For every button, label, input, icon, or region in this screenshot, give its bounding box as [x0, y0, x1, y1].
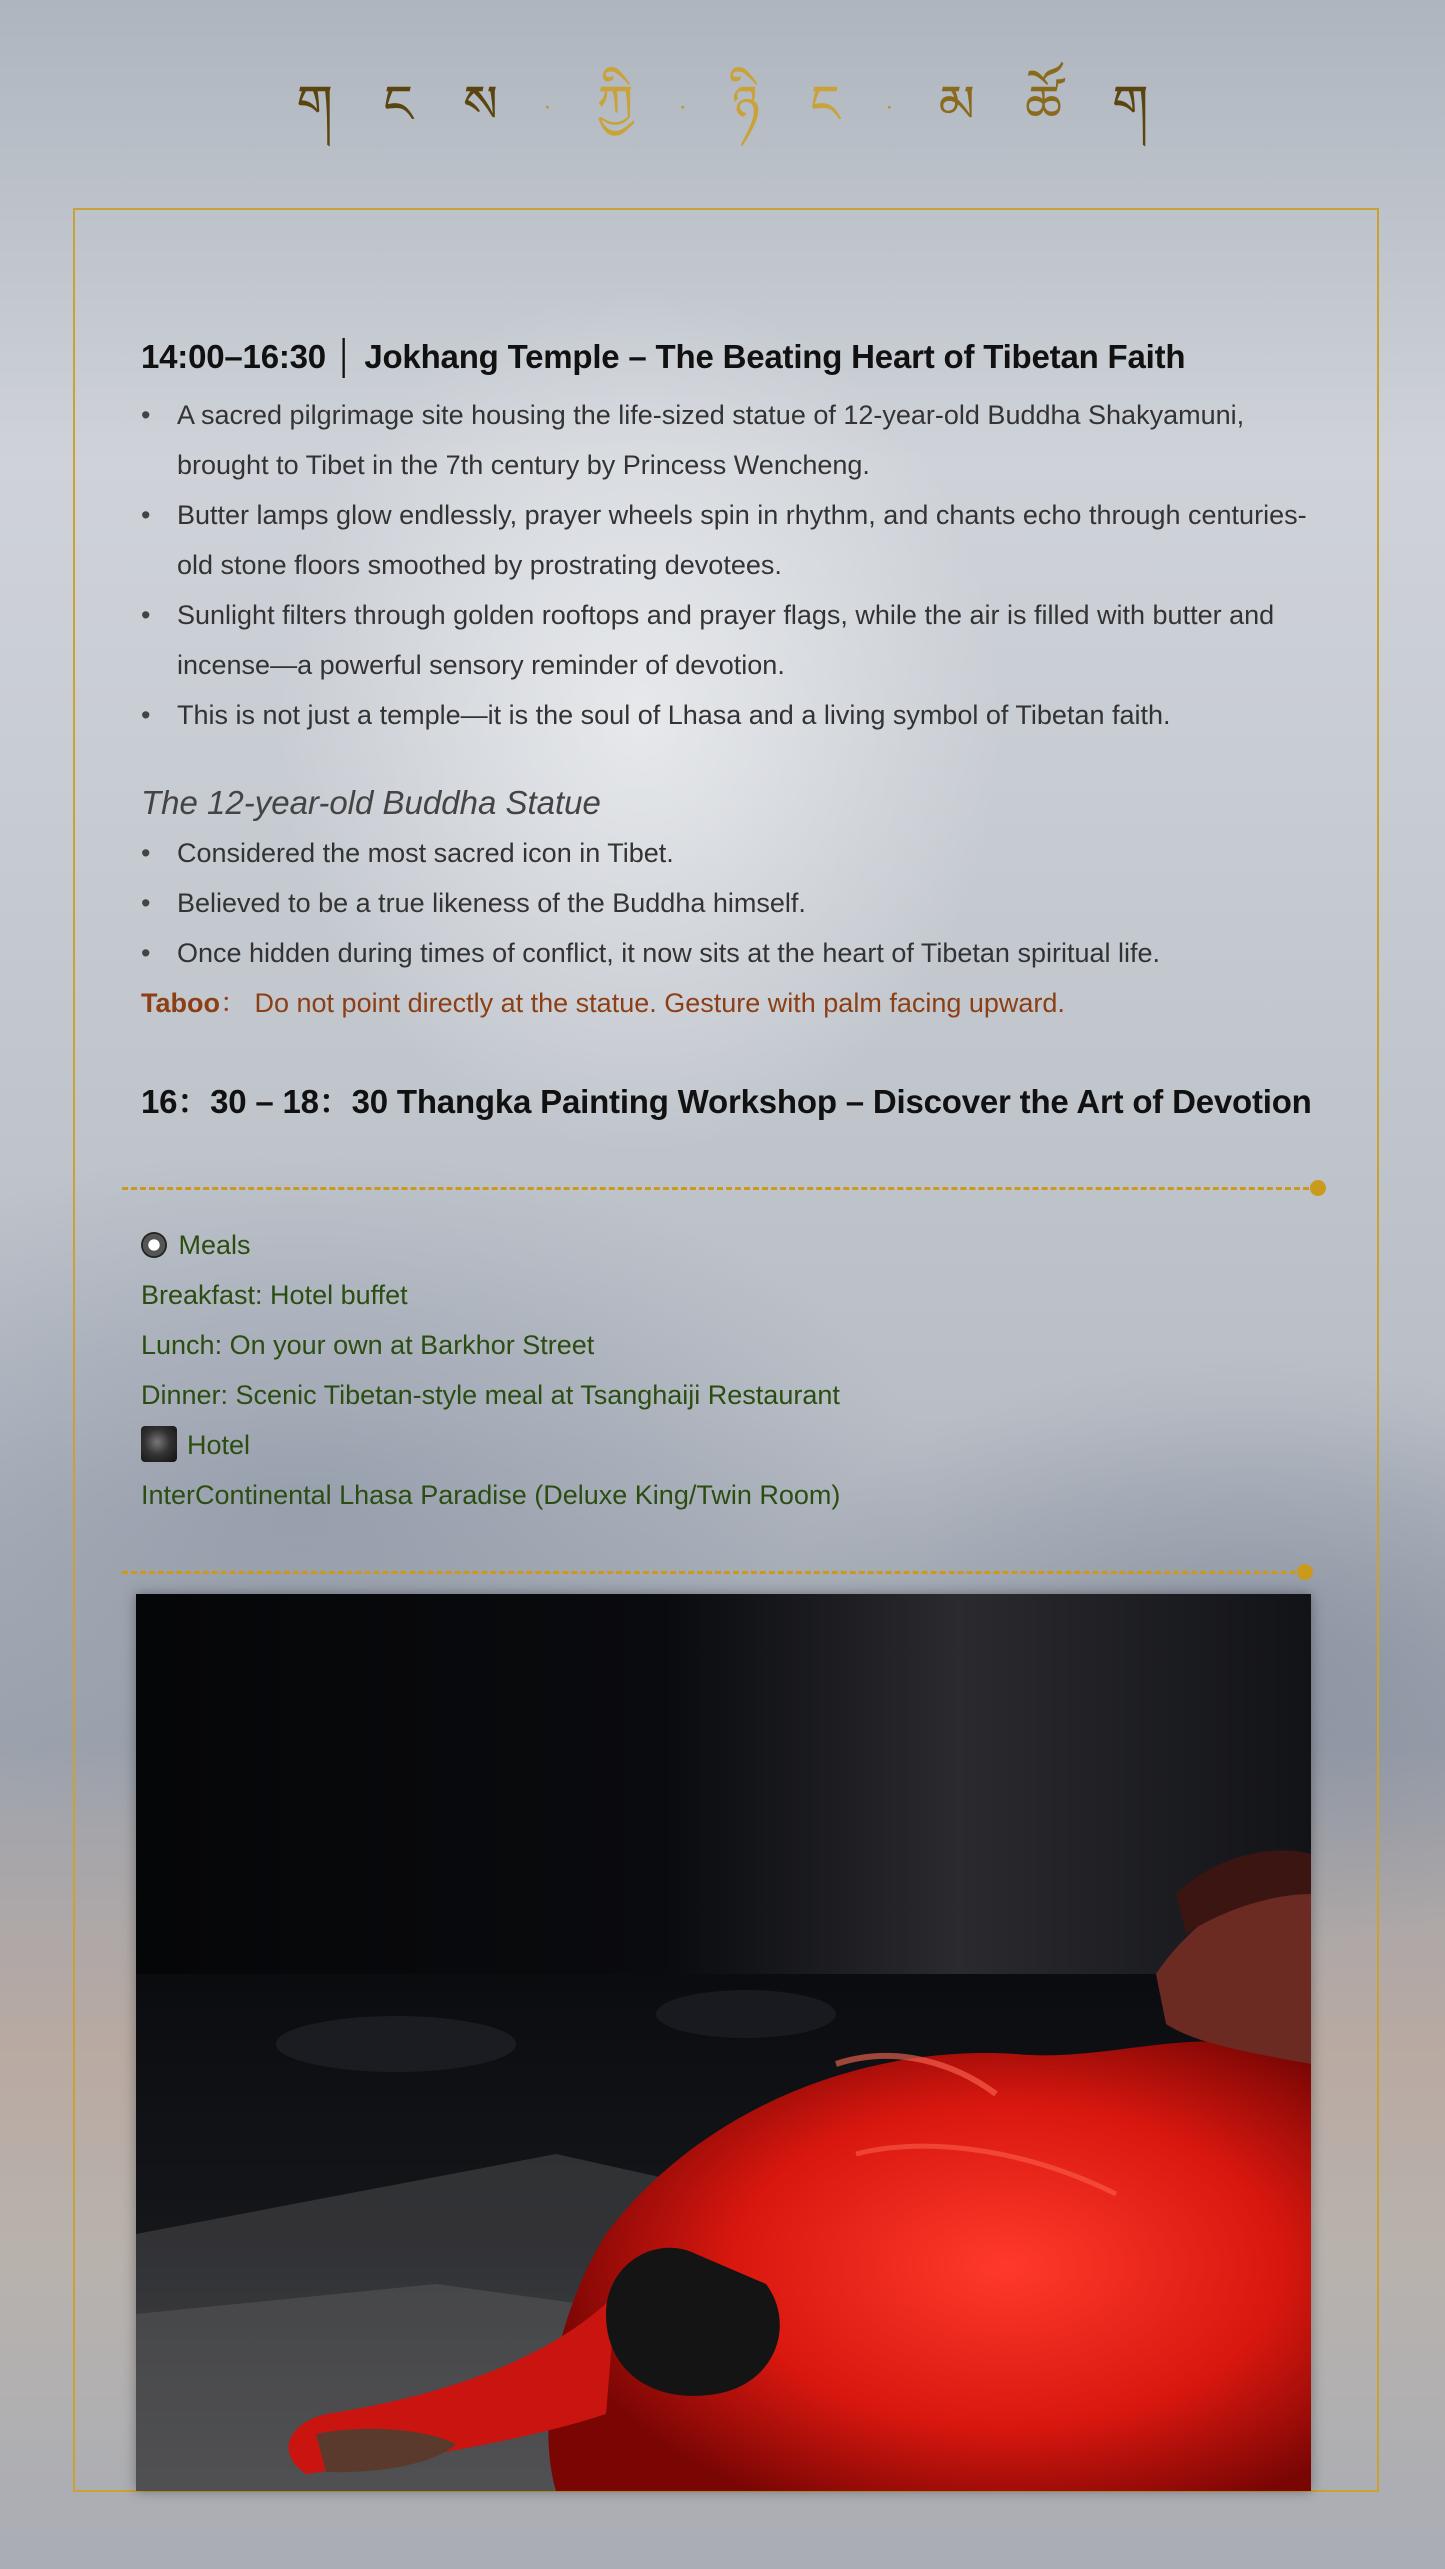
- tibetan-char: ག: [1112, 75, 1149, 135]
- list-item: • Sunlight filters through golden rooftops and prayer flags, while the air is filled with butter and incense—a powerful sensory reminder of devotion.: [141, 590, 1341, 690]
- tibetan-char: ང: [383, 75, 414, 135]
- tibetan-char: ་: [680, 102, 685, 127]
- tibetan-char: ཚོ: [1024, 75, 1062, 135]
- divider-dot: [1310, 1180, 1326, 1196]
- divider: [122, 1571, 1305, 1574]
- tibetan-char: ག: [296, 75, 333, 135]
- list-item: • Believed to be a true likeness of the Buddha himself.: [141, 878, 1341, 928]
- breakfast-text: Breakfast: Hotel buffet: [141, 1280, 408, 1310]
- divider-dot: [1297, 1564, 1313, 1580]
- list-item: • Butter lamps glow endlessly, prayer wheels spin in rhythm, and chants echo through centuries-old stone floors smoothed by prostrating devotees.: [141, 490, 1341, 590]
- hotel-name: InterContinental Lhasa Paradise (Deluxe King/Twin Room): [141, 1480, 841, 1510]
- meals-hotel-info: [141, 1220, 1241, 1520]
- photo-illustration: [136, 1594, 1311, 2491]
- list-item: • Once hidden during times of conflict, it now sits at the heart of Tibetan spiritual life.: [141, 928, 1341, 978]
- list-item: • A sacred pilgrimage site housing the life-sized statue of 12-year-old Buddha Shakyamuni, brought to Tibet in the 7th century by Princess Wencheng.: [141, 390, 1341, 490]
- thangka-heading: 16：30 – 18：30 Thangka Painting Workshop – Discover the Art of Devotion: [141, 1083, 1312, 1120]
- list-item: • Considered the most sacred icon in Tibet.: [141, 828, 1341, 878]
- hotel-label: Hotel: [187, 1430, 251, 1460]
- divider: [122, 1187, 1318, 1190]
- list-item: • This is not just a temple—it is the soul of Lhasa and a living symbol of Tibetan faith.: [141, 690, 1341, 740]
- taboo-note: [141, 978, 1341, 1028]
- meals-label: Meals: [178, 1230, 251, 1260]
- plate-icon: [141, 1232, 167, 1258]
- jokhang-heading: 14:00–16:30 │ Jokhang Temple – The Beating Heart of Tibetan Faith: [141, 338, 1186, 375]
- tibetan-title: [0, 75, 1445, 160]
- buddha-statue-heading: The 12-year-old Buddha Statue: [141, 784, 601, 821]
- tibetan-char: ་: [886, 102, 892, 127]
- lunch-text: Lunch: On your own at Barkhor Street: [141, 1330, 595, 1360]
- tibetan-char: ཀྱི: [596, 75, 634, 135]
- meals-label-row: [141, 1220, 1241, 1270]
- hotel-label-row: [141, 1420, 1241, 1470]
- pilgrim-prostration-photo: [136, 1594, 1311, 2491]
- jokhang-bullets: [141, 390, 1341, 740]
- buddha-bullets: [141, 828, 1341, 978]
- tibetan-char: ཉི: [731, 75, 760, 135]
- taboo-separator: ：: [219, 988, 247, 1018]
- itinerary-content: [141, 320, 1341, 1137]
- taboo-label: Taboo: [141, 988, 220, 1018]
- tibetan-char: ས: [463, 75, 499, 135]
- hotel-icon: [141, 1426, 177, 1462]
- taboo-text: Do not point directly at the statue. Gesture with palm facing upward.: [254, 988, 1065, 1018]
- tibetan-char: མ: [938, 75, 975, 135]
- tibetan-char: ་: [545, 102, 550, 127]
- dinner-text: Dinner: Scenic Tibetan-style meal at Tsanghaiji Restaurant: [141, 1380, 840, 1410]
- tibetan-char: ང: [809, 75, 840, 135]
